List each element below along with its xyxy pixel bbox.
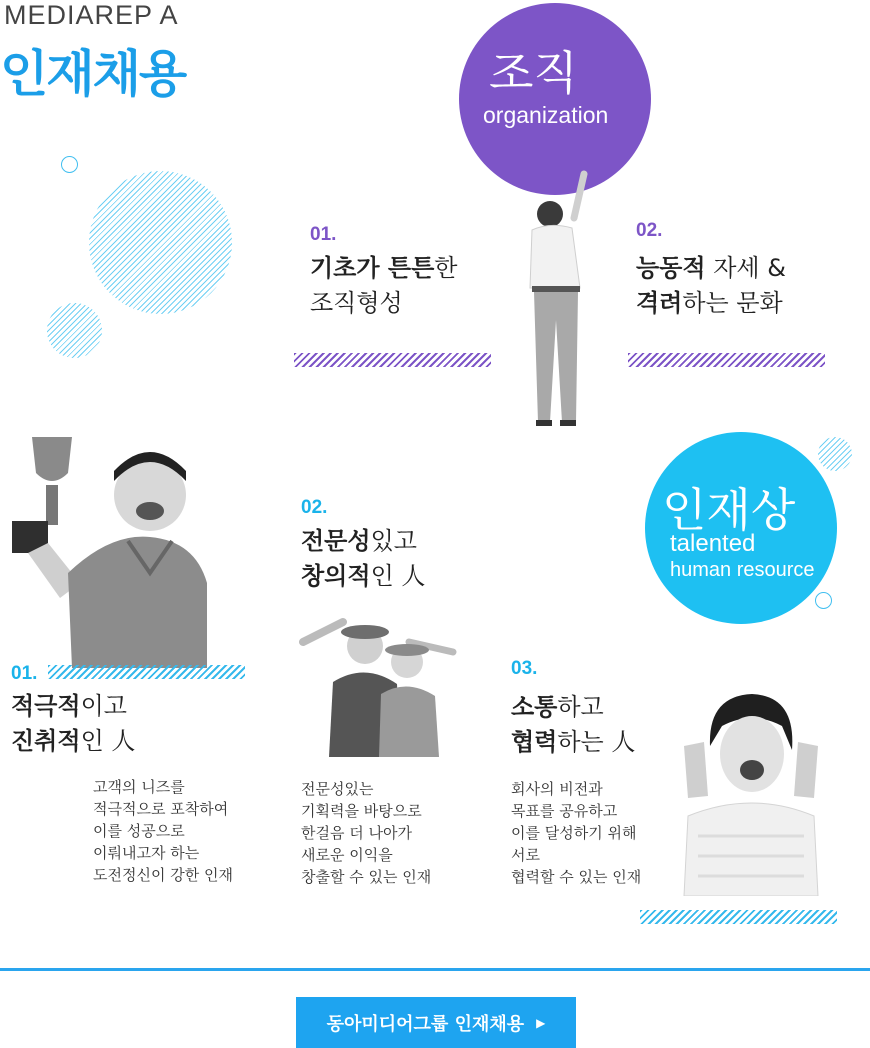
organization-circle-ko: 조직 [489,46,578,100]
talent-item-1-desc-line: 고객의 니즈를 [93,778,185,796]
org-item-1-line1-rest: 한 [434,254,458,282]
talent-item-2-description [301,778,431,888]
talent-item-2-line1-bold: 전문성 [301,527,371,555]
org-item-2-line2-rest: 하는 문화 [682,289,783,317]
organization-circle [459,3,651,195]
org-item-1-hatch-bar [294,353,491,367]
recruitment-cta-label: 동아미디어그룹 인재채용 [326,1013,525,1035]
talent-item-1-line2-rest: 인 人 [80,727,136,755]
talent-item-2-headline [301,524,425,594]
talent-item-3-desc-line: 회사의 비전과 [511,780,603,798]
talent-item-3-hatch-bar [640,910,837,924]
org-item-2-number: 02. [636,220,663,241]
woman-shouting-photo [678,686,824,896]
talent-item-2-line2-rest: 인 人 [370,562,426,590]
talent-circle-en-1: talented [670,530,756,557]
org-item-1-headline [310,251,457,321]
deco-hatch-circle-small [47,303,102,358]
talent-item-3-desc-line: 이를 달성하기 위해 [511,824,637,842]
org-item-2-line1-rest: 자세 & [705,254,786,282]
talent-circle-en-2: human resource [670,559,815,581]
talent-item-3-headline [511,690,635,760]
organization-circle-en: organization [483,102,609,128]
talent-item-1-line1-bold: 적극적 [11,692,81,720]
talent-item-2-desc-line: 한걸음 더 나아가 [301,824,412,842]
talent-item-3-line1-rest: 하고 [557,693,604,721]
man-pointing-photo [522,170,608,428]
man-trophy-photo [10,433,207,668]
talent-item-2-line2-bold: 창의적 [301,562,371,590]
talent-item-1-number: 01. [11,663,38,684]
talent-item-1-hatch-bar [48,665,245,679]
recruitment-cta-button[interactable] [296,997,576,1048]
talent-circle [645,432,837,624]
triangle-right-icon: ▶ [536,1015,546,1030]
talent-item-3-number: 03. [511,658,538,679]
talent-item-2-desc-line: 새로운 이익을 [301,846,393,864]
org-item-1-number: 01. [310,224,337,245]
talent-circle-ko: 인재상 [662,483,796,537]
deco-hatch-circle-large [89,171,232,314]
talent-item-2-desc-line: 창출할 수 있는 인재 [301,868,432,886]
talent-item-3-line1-bold: 소통 [511,693,558,721]
talent-item-1-desc-line: 도전정신이 강한 인재 [93,866,233,884]
talent-item-2-desc-line: 전문성있는 [301,780,374,798]
deco-ring-right [815,592,832,609]
org-item-1-line2-rest: 조직형성 [310,289,403,317]
talent-item-2-desc-line: 기획력을 바탕으로 [301,802,422,820]
talent-item-3-line2-bold: 협력 [511,728,558,756]
talent-item-1-desc-line: 적극적으로 포착하여 [93,800,229,818]
org-item-2-line2-bold: 격려 [636,289,683,317]
deco-ring-small [61,156,78,173]
talent-item-3-description [511,778,641,888]
org-item-1-line1-bold: 기초가 튼튼 [310,254,435,282]
talent-item-3-desc-line: 목표를 공유하고 [511,802,618,820]
talent-item-2-line1-rest: 있고 [370,527,417,555]
org-item-2-headline [636,251,786,321]
talent-item-1-description [93,776,233,886]
deco-hatch-circle-right [818,437,852,471]
talent-item-3-desc-line: 협력할 수 있는 인재 [511,868,642,886]
talent-item-1-desc-line: 이뤄내고자 하는 [93,844,200,862]
talent-item-1-line2-bold: 진취적 [11,727,81,755]
page-title: 인재채용 [0,45,186,103]
org-item-2-hatch-bar [628,353,825,367]
talent-item-1-desc-line: 이를 성공으로 [93,822,185,840]
org-item-2-line1-bold: 능동적 [636,254,706,282]
brand-name: MEDIAREP A [4,0,179,30]
talent-item-3-line2-rest: 하는 人 [557,728,636,756]
talent-item-2-number: 02. [301,497,328,518]
footer-divider [0,968,870,971]
two-people-photo [293,612,468,757]
talent-item-3-desc-line: 서로 [511,846,540,864]
talent-item-1-line1-rest: 이고 [80,692,127,720]
talent-item-1-headline [11,689,135,759]
